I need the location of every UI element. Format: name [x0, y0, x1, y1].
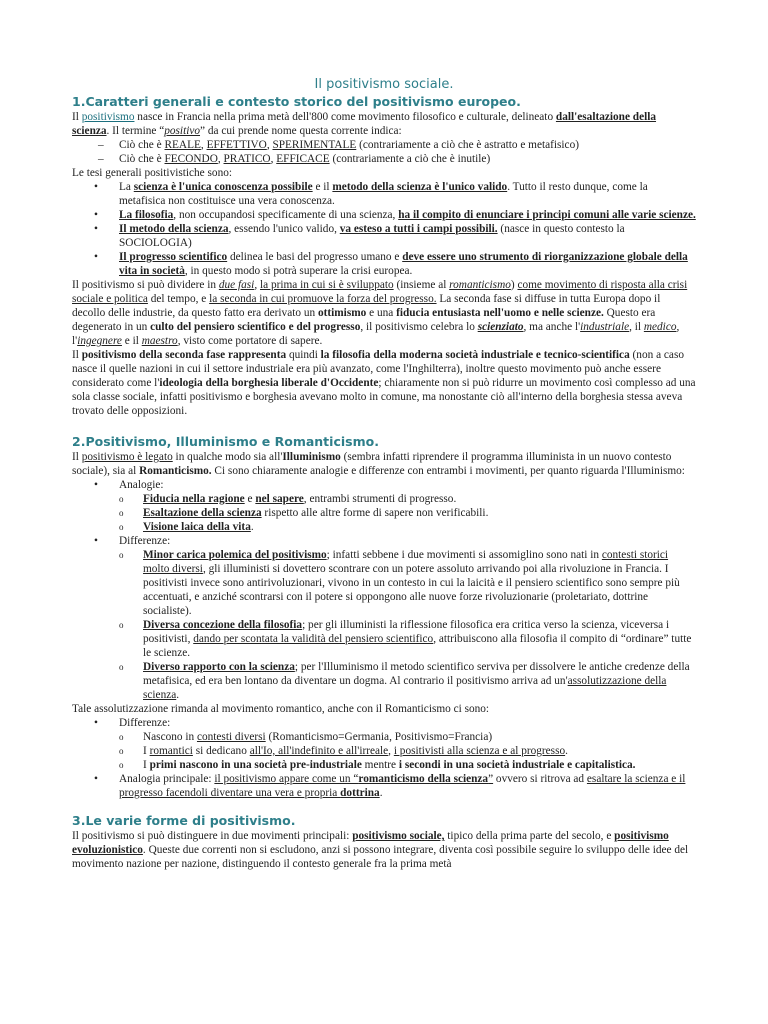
list-item: – Ciò che è REALE, EFFETTIVO, SPERIMENTALE (contrariamente a ciò che è astratto e metafisico) [72, 138, 696, 152]
sub-list-item: o Nascono in contesti diversi (Romanticismo=Germania, Positivismo=Francia) [72, 730, 696, 744]
paragraph: Tale assolutizzazione rimanda al movimento romantico, anche con il Romanticismo ci sono: [72, 703, 490, 715]
sub-list-item: o I romantici si dedicano all'Io, all'indefinito e all'irreale, i positivisti alla scienza e al progresso. [72, 744, 696, 758]
section-3-heading: 3.Le varie forme di positivismo. [72, 813, 296, 828]
list-item: • Il progresso scientifico delinea le basi del progresso umano e deve essere uno strumento di riorganizzazione globale della vita in società, in questo modo si potrà superare la crisi europea. [72, 250, 696, 278]
sub-list-item: o Minor carica polemica del positivismo; infatti sebbene i due movimenti si assomiglino sono nati in contesti storici molto diversi, gli illuministi si dovettero scontrare con un potere assoluto arrivando poi alla rivoluzione in Francia. I positivisti invece sono antirivoluzionari, vivono in un contesto in cui la laicità e il pensiero scientifico sono sempre più accentuati, e anziché scontrarsi con il potere si oppongono alle nuove forze rivoluzionarie (proletariato, dottrine socialiste). [72, 548, 696, 618]
spacer [72, 418, 696, 433]
paragraph: Il positivismo si può distinguere in due movimenti principali: positivismo sociale, tipico della prima parte del secolo, e positivismo evoluzionistico. Queste due correnti non si escludono, anzi si possono integrare, diventa così possibile seguire lo sviluppo delle idee del movimento nazione per nazione, distinguendo il contesto generale fra la prima metà [72, 830, 689, 870]
section-1-heading: 1.Caratteri generali e contesto storico del positivismo europeo. [72, 94, 521, 109]
list-item: • Analogia principale: il positivismo appare come un “romanticismo della scienza” ovvero si ritrova ad esaltare la scienza e il progresso facendoli diventare una vera e propria dottrina. [72, 772, 696, 800]
list-item: • Il metodo della scienza, essendo l'unico valido, va esteso a tutti i campi possibili. (nasce in questo contesto la SOCIOLOGIA) [72, 222, 696, 250]
list-item: • Differenze: [72, 534, 696, 548]
sub-list-item: o Diverso rapporto con la scienza; per l'Illuminismo il metodo scientifico serviva per dissolvere le antiche credenze della metafisica, ed era ben lontano da diventare un dogma. Al contrario il positivismo arriva ad un'assolutizzazione della scienza. [72, 660, 696, 702]
sub-list-item: o I primi nascono in una società pre-industriale mentre i secondi in una società industriale e capitalistica. [72, 758, 696, 772]
sub-list-item: o Visione laica della vita. [72, 520, 696, 534]
document-title: Il positivismo sociale. [314, 77, 454, 92]
paragraph: Il positivismo della seconda fase rappresenta quindi la filosofia della moderna società industriale e tecnico-scientifica (non a caso nasce il quelle nazioni in cui il settore industriale era più avanzato, come l'Inghilterra), inoltre questo movimento può anche essere considerato come l'ideologia della borghesia liberale d'Occidente; chiaramente non si può ridurre un movimento così complesso ad una sola classe sociale, infatti positivismo e borghesia avevano molto in comune, ma nonostante ciò all'interno della borghesia stessa aveva trovato delle opposizioni. [72, 349, 696, 417]
sub-list-item: o Esaltazione della scienza rispetto alle altre forme di sapere non verificabili. [72, 506, 696, 520]
sub-list-item: o Fiducia nella ragione e nel sapere, entrambi strumenti di progresso. [72, 492, 696, 506]
list-item: • Analogie: [72, 478, 696, 492]
list-item: • Differenze: [72, 716, 696, 730]
spacer [72, 800, 696, 812]
sub-list-item: o Diversa concezione della filosofia; per gli illuministi la riflessione filosofica era critica verso la scienza, viceversa i positivisti, dando per scontata la validità del pensiero scientifico, attribuiscono alla filosofia il compito di “ordinare” tutte le scienze. [72, 618, 696, 660]
paragraph: Il positivismo si può dividere in due fasi, la prima in cui si è sviluppato (insieme al romanticismo) come movimento di risposta alla crisi sociale e politica del tempo, e la seconda in cui promuove la forza del progresso. La seconda fase si diffuse in tutta Europa dopo il decollo delle industrie, da questo fatto era derivato un ottimismo e una fiducia entusiasta nell'uomo e nelle scienze. Questo era degenerato in un culto del pensiero scientifico e del progresso, il positivismo celebra lo scienziato, ma anche l'industriale, il medico, l'ingegnere e il maestro, visto come portatore di sapere. [72, 279, 688, 347]
list-item: – Ciò che è FECONDO, PRATICO, EFFICACE (contrariamente a ciò che è inutile) [72, 152, 696, 166]
link[interactable]: positivismo [81, 111, 135, 123]
paragraph: Le tesi generali positivistiche sono: [72, 167, 233, 179]
list-item: • La scienza è l'unica conoscenza possibile e il metodo della scienza è l'unico valido. Tutto il resto dunque, come la metafisica non costituisce una vera conoscenza. [72, 180, 696, 208]
document-body [72, 76, 696, 871]
section-2-heading: 2.Positivismo, Illuminismo e Romanticismo. [72, 434, 379, 449]
paragraph: Il positivismo nasce in Francia nella prima metà dell'800 come movimento filosofico e culturale, delineato dall'esaltazione della scienza. Il termine “positivo” da cui prende nome questa corrente indica: [72, 111, 657, 137]
list-item: • La filosofia, non occupandosi specificamente di una scienza, ha il compito di enunciare i principi comuni alle varie scienze. [72, 208, 696, 222]
paragraph: Il positivismo è legato in qualche modo sia all'Illuminismo (sembra infatti riprendere il programma illuminista in un nuovo contesto sociale), sia al Romanticismo. Ci sono chiaramente analogie e differenze con entrambi i movimenti, per quanto riguarda l'Illuminismo: [72, 451, 685, 477]
